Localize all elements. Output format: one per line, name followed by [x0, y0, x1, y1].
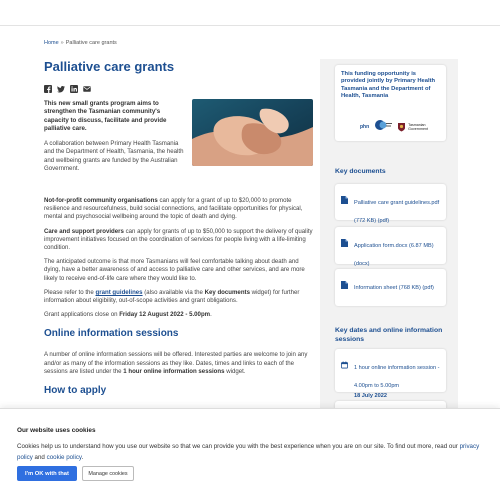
online-pre: A number of online information sessions will be offered. Interested parties are welcome to join any and/or as many of the information sessions as they like. Dates, times and links to each of the sessions are listed under the [44, 351, 308, 375]
cookie-text-and: and [32, 453, 47, 461]
grant-guidelines-link[interactable]: grant guidelines [95, 288, 143, 296]
refer-mid: (also available via the [142, 288, 205, 296]
nfp-paragraph [44, 197, 314, 222]
close-pre: Grant applications close on [44, 311, 120, 319]
document-link[interactable]: Palliative care grant guidelines.pdf (772 KB) (pdf) [354, 200, 440, 224]
twitter-icon[interactable] [57, 85, 65, 93]
refer-pre: Please refer to the [44, 288, 96, 296]
refer-post: widget) for further information about eligibility, out-of-scope activities and grant obligations. [44, 288, 300, 305]
nfp-text: can apply for a grant of up to $20,000 to promote resilience and resourcefulness, build social connections, and facilitate opportunities for physical, mental and psychosocial wellbeing around the topic of death and dying. [44, 197, 303, 221]
intro-text [44, 100, 184, 173]
document-link[interactable]: Information sheet (768 KB) (pdf) [354, 285, 434, 291]
document-card[interactable] [335, 184, 446, 224]
care-bold: Care and support providers [44, 227, 124, 235]
key-dates-heading: Key dates and online information sessions [335, 327, 443, 343]
linkedin-icon[interactable] [70, 85, 78, 93]
guidelines-paragraph [44, 289, 314, 305]
intro-section [44, 100, 312, 195]
nfp-bold: Not-for-profit community organisations [44, 197, 158, 204]
document-icon [341, 276, 348, 284]
manage-cookies-button[interactable]: Manage cookies [82, 466, 134, 481]
closing-date-paragraph [44, 311, 314, 319]
cookie-title: Our website uses cookies [17, 427, 96, 434]
document-link[interactable]: Application form.docx (6.87 MB) (docx) [354, 243, 434, 267]
email-icon[interactable] [83, 85, 91, 93]
funding-card [335, 65, 446, 141]
intro-collaboration: A collaboration between Primary Health Tasmania and the Department of Health, Tasmania, the health and wellbeing grants are funded by the Australian Government. [44, 140, 184, 173]
close-date: Friday 12 August 2022 - 5.00pm [119, 311, 211, 319]
hands-photo [192, 99, 313, 166]
breadcrumb [44, 40, 312, 46]
calendar-icon [341, 356, 348, 364]
breadcrumb-current: Palliative care grants [65, 40, 117, 46]
primary-health-logo [374, 118, 392, 136]
page-title: Palliative care grants [44, 59, 175, 74]
outcome-paragraph: The anticipated outcome is that more Tasmanians will feel comfortable talking about death and dying, have a better awareness of and access to palliative care and other services, and are more likely to receive end-of-life care where they would like to. [44, 258, 305, 282]
funding-text: This funding opportunity is provided jointly by Primary Health Tasmania and the Department of Health, Tasmania [341, 71, 436, 100]
breadcrumb-home-link[interactable]: Home [44, 40, 59, 46]
phn-logo: phn [360, 124, 370, 130]
document-card[interactable] [335, 227, 446, 267]
cookie-text [17, 442, 487, 463]
online-sessions-heading: Online information sessions [44, 328, 179, 340]
privacy-policy-link[interactable]: privacy policy [17, 443, 480, 461]
partner-logos [360, 118, 428, 136]
main-content [44, 40, 312, 397]
close-post: . [210, 311, 212, 319]
key-documents-heading: Key documents [335, 168, 386, 175]
share-links [44, 84, 312, 93]
tas-logo-line2: Government [408, 127, 428, 131]
sidebar [320, 59, 458, 419]
tas-logo-line1: Tasmanian [408, 123, 426, 127]
care-paragraph [44, 228, 314, 253]
document-icon [341, 191, 348, 199]
online-sessions-paragraph [44, 351, 314, 376]
online-bold: 1 hour online information sessions [123, 367, 225, 375]
session-card[interactable] [335, 349, 446, 399]
how-to-apply-heading: How to apply [44, 385, 107, 397]
cookie-policy-link[interactable]: cookie policy [46, 453, 82, 461]
accept-cookies-button[interactable]: I'm OK with that [17, 466, 77, 481]
breadcrumb-separator: » [60, 40, 64, 46]
site-header [0, 0, 500, 26]
session-date: 18 July 2022 [354, 393, 387, 399]
document-card[interactable] [335, 269, 446, 306]
tasmanian-government-logo [397, 122, 428, 132]
intro-lead: This new small grants program aims to strengthen the Tasmanian community's capacity to discuss, facilitate and provide palliative care. [44, 100, 167, 132]
session-link[interactable]: 1 hour online information session - 4.00pm to 5.00pm [354, 365, 440, 389]
care-text: can apply for grants of up to $50,000 to support the delivery of quality improvement initiatives focused on the coordination of services for people living with a life-limiting condition. [44, 227, 313, 252]
online-post: widget. [224, 367, 246, 375]
cookie-banner [0, 408, 500, 500]
document-icon [341, 234, 348, 242]
facebook-icon[interactable] [44, 85, 52, 93]
cookie-text-post: . [81, 453, 84, 461]
cookie-text-pre: Cookies help us to understand how you use our website so that we can provide you with the best experience when you are on our site. To find out more, read our [17, 443, 460, 450]
refer-bold: Key documents [204, 288, 250, 296]
